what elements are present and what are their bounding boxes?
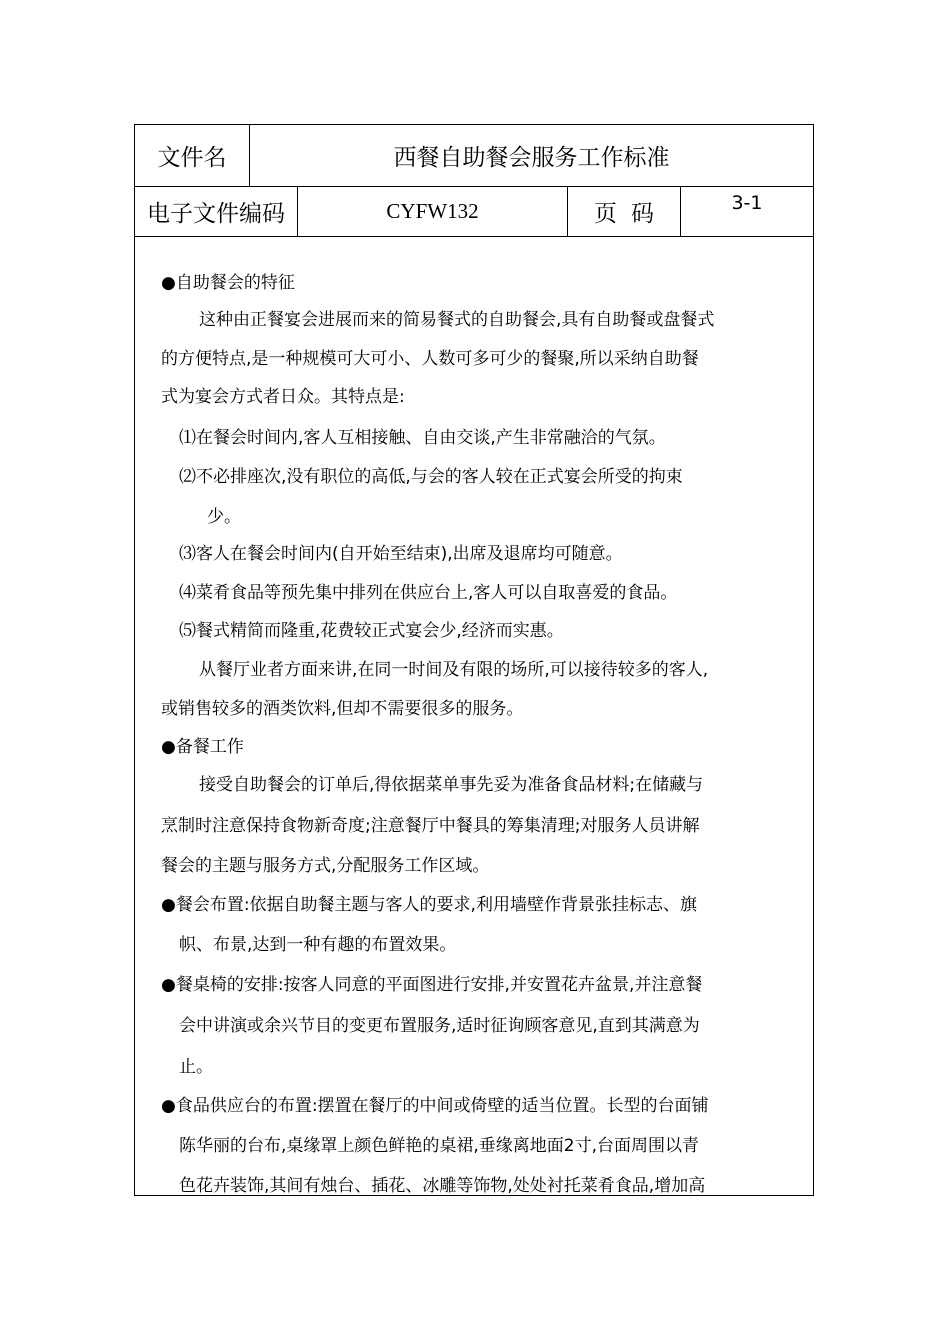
document-title: 西餐自助餐会服务工作标准 [393, 145, 670, 171]
list-item: ⑷菜肴食品等预先集中排列在供应台上,客人可以自取喜爱的食品。 [179, 583, 678, 603]
section-heading: ●自助餐会的特征 [161, 273, 295, 293]
page-label [568, 186, 681, 236]
bullet-item-continuation: 陈华丽的台布,桌缘罩上颜色鲜艳的桌裙,垂缘离地面2寸,台面周围以青 [179, 1136, 700, 1156]
page-number: 3-1 [731, 192, 763, 214]
section-heading: ●备餐工作 [161, 737, 244, 757]
paragraph-line: 或销售较多的酒类饮料,但却不需要很多的服务。 [161, 699, 524, 719]
file-code: CYFW132 [298, 186, 568, 236]
paragraph-line: 的方便特点,是一种规模可大可小、人数可多可少的餐聚,所以采纳自助餐 [161, 349, 699, 369]
bullet-item-continuation: 色花卉装饰,其间有烛台、插花、冰雕等饰物,处处衬托菜肴食品,增加高 [179, 1176, 706, 1195]
paragraph-line: 烹制时注意保持食物新奇度;注意餐厅中餐具的筹集清理;对服务人员讲解 [161, 816, 700, 836]
header-row-title [135, 125, 813, 187]
bullet-item: ●餐会布置:依据自助餐主题与客人的要求,利用墙壁作背景张挂标志、旗 [161, 895, 697, 915]
list-item: ⑴在餐会时间内,客人互相接触、自由交谈,产生非常融洽的气氛。 [179, 428, 666, 448]
document-form [134, 124, 814, 1196]
paragraph-line: 这种由正餐宴会进展而来的简易餐式的自助餐会,具有自助餐或盘餐式 [199, 310, 715, 330]
list-item: ⑵不必排座次,没有职位的高低,与会的客人较在正式宴会所受的拘束 [179, 467, 683, 487]
page-label-text: 页码 [594, 200, 668, 227]
document-body [135, 237, 813, 1195]
bullet-item: ●食品供应台的布置:摆置在餐厅的中间或倚壁的适当位置。长型的台面铺 [161, 1096, 709, 1116]
list-item: ⑶客人在餐会时间内(自开始至结束),出席及退席均可随意。 [179, 544, 623, 564]
header-row-code [135, 186, 813, 237]
paragraph-line: 从餐厅业者方面来讲,在同一时间及有限的场所,可以接待较多的客人, [199, 660, 709, 680]
paragraph-line: 接受自助餐会的订单后,得依据菜单事先妥为准备食品材料;在储藏与 [199, 775, 704, 795]
bullet-item: ●餐桌椅的安排:按客人同意的平面图进行安排,并安置花卉盆景,并注意餐 [161, 975, 703, 995]
list-item: ⑸餐式精简而隆重,花费较正式宴会少,经济而实惠。 [179, 621, 564, 641]
list-item-continuation: 少。 [207, 507, 241, 527]
file-name-label: 文件名 [135, 125, 250, 186]
bullet-item-continuation: 止。 [179, 1057, 213, 1077]
file-code-label: 电子文件编码 [135, 186, 298, 236]
bullet-item-continuation: 会中讲演或余兴节目的变更布置服务,适时征询顾客意见,直到其满意为 [179, 1016, 700, 1036]
paragraph-line: 餐会的主题与服务方式,分配服务工作区域。 [161, 856, 490, 876]
paragraph-line: 式为宴会方式者日众。其特点是: [161, 387, 405, 407]
bullet-item-continuation: 帜、布景,达到一种有趣的布置效果。 [179, 935, 457, 955]
